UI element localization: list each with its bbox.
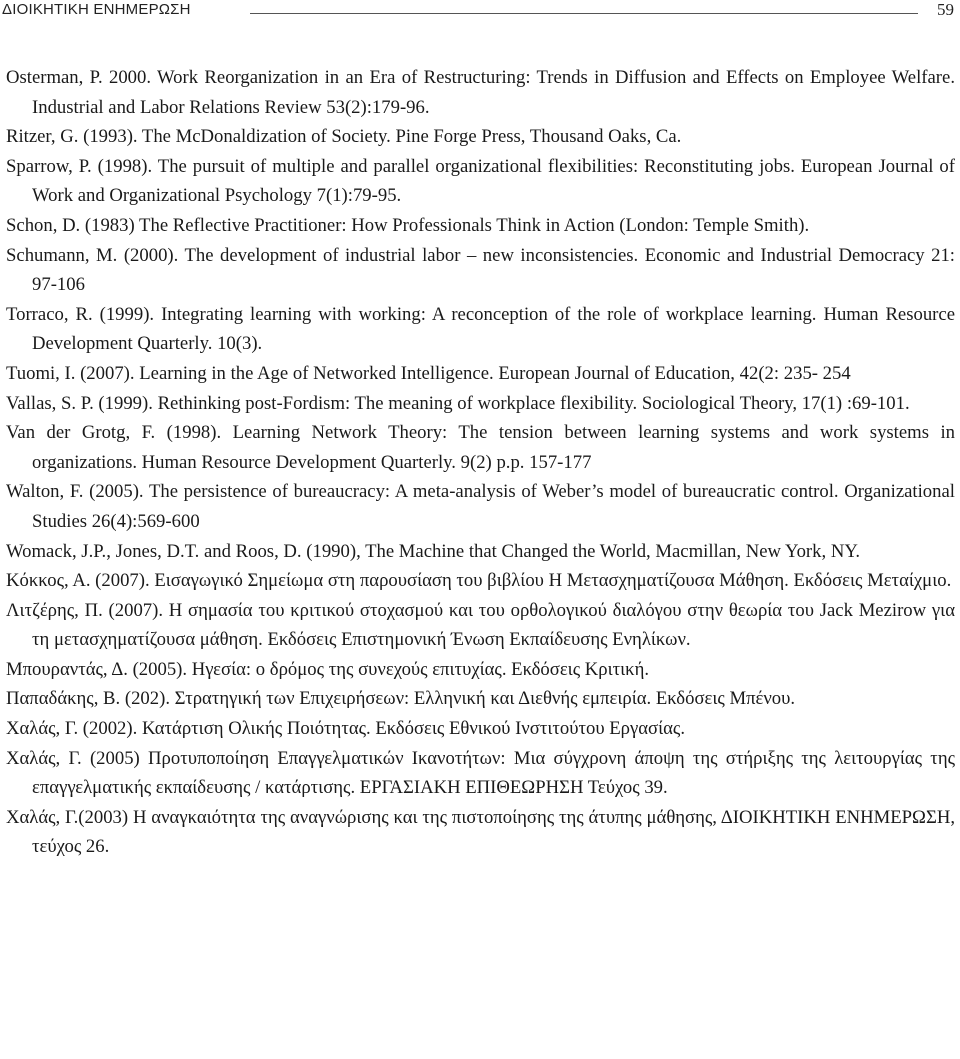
reference-ritzer-1993: Ritzer, G. (1993). The McDonaldization of Society. Pine Forge Press, Thousand Oaks, Ca. xyxy=(6,126,682,148)
reference-papadakis-202: Παπαδάκης, Β. (202). Στρατηγική των Επιχειρήσεων: Ελληνική και Διεθνής εμπειρία. Εκδόσεις Μπένου. xyxy=(6,688,796,710)
reference-walton-2005: Walton, F. (2005). The persistence of bureaucracy: A meta-analysis of Weber’s model of bureaucratic control. Organizational Studies 26(4):569-600 xyxy=(6,481,955,532)
running-header xyxy=(0,0,958,24)
page-number: 59 xyxy=(937,0,954,19)
reference-schumann-2000: Schumann, M. (2000). The development of industrial labor – new inconsistencies. Economic and Industrial Democracy 21: 97-106 xyxy=(6,244,955,296)
reference-torraco-1999: Torraco, R. (1999). Integrating learning with working: A reconception of the role of workplace learning. Human Resource Development Quarterly. 10(3). xyxy=(6,303,955,355)
reference-kokkos-2007: Κόκκος, Α. (2007). Εισαγωγικό Σημείωμα στη παρουσίαση του βιβλίου Η Μετασχηματίζουσα Μάθηση. Εκδόσεις Μεταίχμιο. xyxy=(6,570,952,592)
reference-tuomi-2007: Tuomi, I. (2007). Learning in the Age of Networked Intelligence. European Journal of Education, 42(2: 235- 254 xyxy=(6,362,851,384)
reference-bourantas-2005: Μπουραντάς, Δ. (2005). Ηγεσία: ο δρόμος της συνεχούς επιτυχίας. Εκδόσεις Κριτική. xyxy=(6,658,650,680)
reference-list xyxy=(6,63,955,862)
reference-osterman-2000: Osterman, P. 2000. Work Reorganization in an Era of Restructuring: Trends in Diffusion and Effects on Employee Welfare. Industrial and Labor Relations Review 53(2):179-96. xyxy=(6,67,955,118)
reference-vallas-1999: Vallas, S. P. (1999). Rethinking post-Fordism: The meaning of workplace flexibility. Sociological Theory, 17(1) :69-101. xyxy=(6,392,910,414)
reference-chalas-2005: Χαλάς, Γ. (2005) Προτυποποίηση Επαγγελματικών Ικανοτήτων: Μια σύγχρονη άποψη της στήριξης της λειτουργίας της επαγγελματικής εκπαίδευσης / κατάρτισης. ΕΡΓΑΣΙΑΚΗ ΕΠΙΘΕΩΡΗΣΗ Τεύχος 39. xyxy=(6,747,955,799)
reference-chalas-2003: Χαλάς, Γ.(2003) Η αναγκαιότητα της αναγνώρισης και της πιστοποίησης της άτυπης μάθησης, ΔΙΟΙΚΗΤΙΚΗ ΕΝΗΜΕΡΩΣΗ, τεύχος 26. xyxy=(6,806,955,858)
reference-sparrow-1998: Sparrow, P. (1998). The pursuit of multiple and parallel organizational flexibilities: Reconstituting jobs. European Journal of Work and Organizational Psychology 7(1):79-95. xyxy=(6,155,955,207)
reference-womack-1990: Womack, J.P., Jones, D.T. and Roos, D. (1990), The Machine that Changed the World, Macmillan, New York, NY. xyxy=(6,540,861,562)
reference-schon-1983: Schon, D. (1983) The Reflective Practitioner: How Professionals Think in Action (London: Temple Smith). xyxy=(6,214,810,236)
reference-litzeris-2007: Λιτζέρης, Π. (2007). Η σημασία του κριτικού στοχασμού και του ορθολογικού διαλόγου στην θεωρία του Jack Mezirow για τη μετασχηματίζουσα μάθηση. Εκδόσεις Επιστημονική Ένωση Εκπαίδευσης Ενηλίκων. xyxy=(6,599,955,651)
running-title: ΔΙΟΙΚΗΤΙΚΗ ΕΝΗΜΕΡΩΣΗ xyxy=(2,1,191,18)
reference-van-der-grotg-1998: Van der Grotg, F. (1998). Learning Network Theory: The tension between learning systems and work systems in organizations. Human Resource Development Quarterly. 9(2) p.p. 157-177 xyxy=(6,422,955,473)
reference-chalas-2002: Χαλάς, Γ. (2002). Κατάρτιση Ολικής Ποιότητας. Εκδόσεις Εθνικού Ινστιτούτου Εργασίας. xyxy=(6,718,686,740)
header-rule xyxy=(250,13,918,14)
